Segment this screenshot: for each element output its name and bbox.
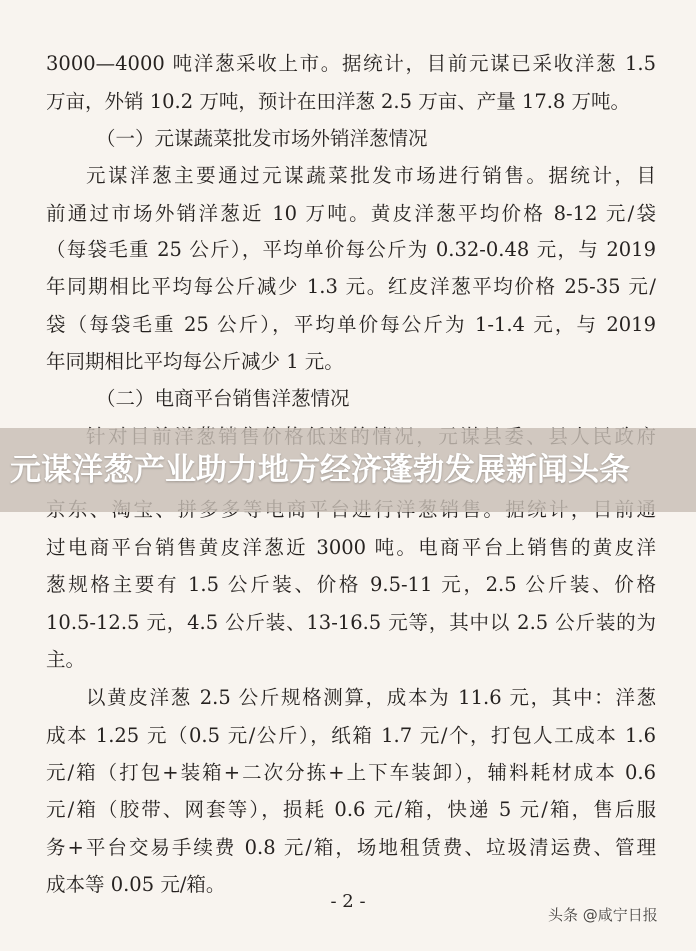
body-text-line: 万亩，外销 10.2 万吨，预计在田洋葱 2.5 万亩、产量 17.8 万吨。 — [46, 90, 631, 113]
body-text-line: 10.5-12.5 元，4.5 公斤装、13-16.5 元等，其中以 2.5 公斤装的为 — [46, 611, 656, 634]
body-text-line: 前通过市场外销洋葱近 10 万吨。黄皮洋葱平均价格 8-12 元/袋 — [46, 202, 656, 225]
body-text-line: 年同期相比平均每公斤减少 1 元。 — [46, 350, 344, 373]
source-watermark: 头条 @咸宁日报 — [548, 906, 658, 924]
body-text-line: 葱规格主要有 1.5 公斤装、价格 9.5-11 元，2.5 公斤装、价格 — [46, 573, 656, 596]
section-heading: （二）电商平台销售洋葱情况 — [96, 387, 350, 410]
body-text-line: 3000—4000 吨洋葱采收上市。据统计，目前元谋已采收洋葱 1.5 — [46, 52, 656, 75]
section-heading: （一）元谋蔬菜批发市场外销洋葱情况 — [96, 127, 428, 150]
body-text-line: 以黄皮洋葱 2.5 公斤规格测算，成本为 11.6 元，其中：洋葱 — [86, 686, 656, 709]
headline-overlay: 元谋洋葱产业助力地方经济蓬勃发展新闻头条 — [10, 452, 630, 488]
body-text-line: 袋（每袋毛重 25 公斤），平均单价每公斤为 1-1.4 元，与 2019 — [46, 313, 656, 336]
page-number: - 2 - — [330, 891, 366, 912]
body-text-line: 过电商平台销售黄皮洋葱近 3000 吨。电商平台上销售的黄皮洋 — [46, 536, 656, 559]
body-text-line: 元/箱（胶带、网套等），损耗 0.6 元/箱，快递 5 元/箱，售后服 — [46, 798, 656, 821]
body-text-line: 元/箱（打包+装箱+二次分拣+上下车装卸），辅料耗材成本 0.6 — [46, 761, 656, 784]
body-text-line: 成本 1.25 元（0.5 元/公斤），纸箱 1.7 元/个，打包人工成本 1.6 — [46, 724, 656, 747]
body-text-line: 元谋洋葱主要通过元谋蔬菜批发市场进行销售。据统计，目 — [86, 164, 656, 187]
body-text-line: 成本等 0.05 元/箱。 — [46, 873, 226, 896]
body-text-line: 主。 — [46, 648, 86, 671]
body-text-line: （每袋毛重 25 公斤），平均单价每公斤为 0.32-0.48 元，与 2019 — [46, 238, 656, 261]
body-text-line: 务+平台交易手续费 0.8 元/箱，场地租赁费、垃圾清运费、管理 — [46, 836, 656, 859]
body-text-line: 年同期相比平均每公斤减少 1.3 元。红皮洋葱平均价格 25-35 元/ — [46, 275, 656, 298]
